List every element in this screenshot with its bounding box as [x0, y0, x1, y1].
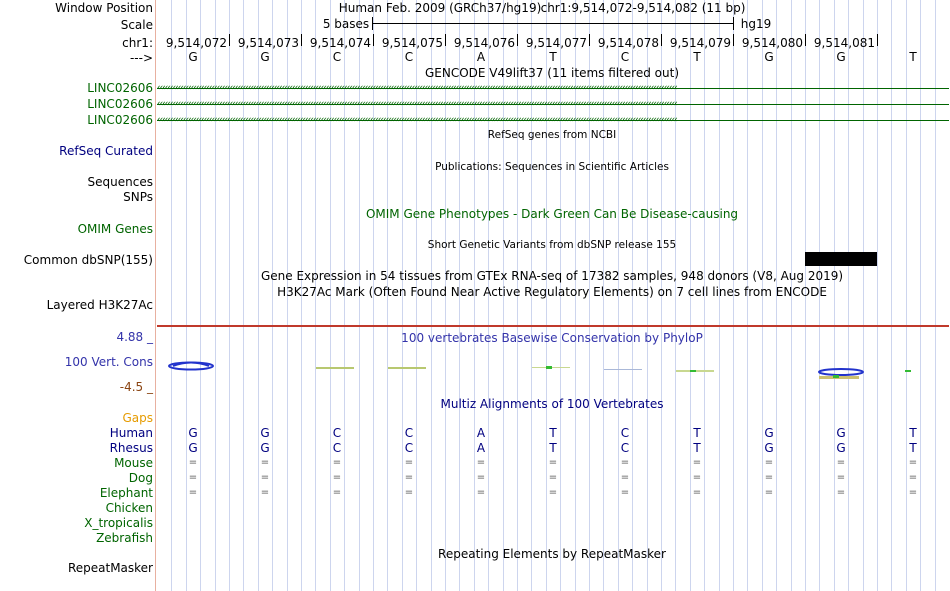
phylop-plot[interactable]: [157, 355, 949, 385]
multiz-aligned-base: T: [549, 441, 557, 455]
ruler-tick: [229, 34, 230, 46]
gtex-track-title[interactable]: Gene Expression in 54 tissues from GTEx RNA-seq of 17382 samples, 948 donors (V8, Aug 2019): [260, 269, 844, 283]
phylop-bar-6b: [546, 366, 552, 369]
assembly-text: Human Feb. 2009 (GRCh37/hg19): [338, 1, 542, 15]
position-text: chr1:9,514,072-9,514,082 (11 bp): [540, 1, 746, 15]
sequence-base: T: [909, 50, 917, 64]
phylop-bar-3: [316, 367, 354, 369]
multiz-aligned-base: =: [548, 457, 558, 468]
sequence-base: G: [836, 50, 846, 64]
multiz-aligned-base: =: [476, 457, 486, 468]
phylop-bar-4: [388, 367, 426, 369]
repeatmasker-track-label[interactable]: RepeatMasker: [67, 561, 153, 575]
multiz-aligned-base: T: [693, 441, 701, 455]
phylop-bar-8b: [690, 370, 696, 372]
multiz-species-label[interactable]: Dog: [128, 471, 153, 485]
gencode-transcript-2[interactable]: ‹‹‹‹‹‹‹‹‹‹‹‹‹‹‹‹‹‹‹‹‹‹‹‹‹‹‹‹‹‹‹‹‹‹‹‹‹‹‹‹‹‹‹‹‹‹‹‹‹‹‹‹‹‹‹‹‹‹‹‹‹‹‹‹‹‹‹‹‹‹‹‹‹‹‹‹‹‹‹‹‹‹‹‹‹‹‹‹‹‹‹‹‹‹‹‹‹‹‹‹‹‹‹‹‹‹‹‹‹‹‹‹‹‹‹‹‹‹‹‹‹‹‹‹‹‹‹‹‹‹‹‹‹‹‹‹‹‹‹‹‹‹‹‹‹‹‹‹‹‹‹‹‹‹‹‹‹‹‹‹‹‹‹‹‹‹‹‹‹‹‹‹‹‹‹‹‹‹‹‹‹‹‹‹‹‹‹‹‹‹‹‹‹‹‹‹‹‹‹‹: [157, 98, 949, 110]
multiz-aligned-base: =: [908, 472, 918, 483]
multiz-aligned-base: =: [764, 487, 774, 498]
multiz-aligned-base: =: [476, 472, 486, 483]
refseq-track-label[interactable]: RefSeq Curated: [59, 144, 153, 158]
multiz-aligned-base: C: [404, 426, 414, 440]
gencode-item-label-3[interactable]: LINC02606: [87, 113, 153, 127]
multiz-species-label[interactable]: Rhesus: [109, 441, 153, 455]
multiz-aligned-base: =: [836, 457, 846, 468]
phylop-max-label: 4.88 _: [116, 330, 153, 344]
sequence-base: C: [332, 50, 342, 64]
multiz-aligned-base: =: [332, 487, 342, 498]
multiz-aligned-base: =: [260, 487, 270, 498]
ruler-coordinate: 9,514,072: [165, 36, 227, 50]
multiz-species-label[interactable]: Mouse: [114, 456, 153, 470]
ruler-coordinate: 9,514,078: [597, 36, 659, 50]
multiz-aligned-base: G: [188, 441, 198, 455]
multiz-aligned-base: =: [692, 487, 702, 498]
multiz-aligned-base: =: [620, 457, 630, 468]
multiz-aligned-base: =: [692, 457, 702, 468]
multiz-aligned-base: =: [908, 487, 918, 498]
phylop-track-title[interactable]: 100 vertebrates Basewise Conservation by PhyloP: [401, 331, 703, 345]
sequence-base: C: [404, 50, 414, 64]
ruler-tick: [877, 34, 878, 46]
multiz-aligned-base: =: [620, 487, 630, 498]
scale-label: Scale: [120, 18, 153, 32]
phylop-bar-10b: [833, 375, 839, 378]
multiz-aligned-base: =: [908, 457, 918, 468]
multiz-species-label[interactable]: Elephant: [99, 486, 153, 500]
ruler-coordinate: 9,514,075: [381, 36, 443, 50]
ruler-tick: [733, 34, 734, 46]
ruler-tick: [301, 34, 302, 46]
phylop-peak-10: [819, 369, 863, 375]
multiz-aligned-base: =: [476, 487, 486, 498]
multiz-aligned-base: =: [188, 472, 198, 483]
multiz-aligned-base: T: [693, 426, 701, 440]
multiz-aligned-base: T: [909, 441, 917, 455]
multiz-aligned-base: C: [404, 441, 414, 455]
multiz-aligned-base: =: [548, 472, 558, 483]
multiz-aligned-base: =: [548, 487, 558, 498]
sequence-base: T: [549, 50, 557, 64]
multiz-aligned-base: C: [620, 426, 630, 440]
scale-bar-left-tick: [372, 17, 373, 30]
multiz-aligned-base: =: [836, 487, 846, 498]
multiz-aligned-base: =: [188, 457, 198, 468]
sequence-base: G: [764, 50, 774, 64]
multiz-aligned-base: G: [260, 426, 270, 440]
gencode-transcript-3[interactable]: ‹‹‹‹‹‹‹‹‹‹‹‹‹‹‹‹‹‹‹‹‹‹‹‹‹‹‹‹‹‹‹‹‹‹‹‹‹‹‹‹‹‹‹‹‹‹‹‹‹‹‹‹‹‹‹‹‹‹‹‹‹‹‹‹‹‹‹‹‹‹‹‹‹‹‹‹‹‹‹‹‹‹‹‹‹‹‹‹‹‹‹‹‹‹‹‹‹‹‹‹‹‹‹‹‹‹‹‹‹‹‹‹‹‹‹‹‹‹‹‹‹‹‹‹‹‹‹‹‹‹‹‹‹‹‹‹‹‹‹‹‹‹‹‹‹‹‹‹‹‹‹‹‹‹‹‹‹‹‹‹‹‹‹‹‹‹‹‹‹‹‹‹‹‹‹‹‹‹‹‹‹‹‹‹‹‹‹‹‹‹‹‹‹‹‹‹‹‹‹‹: [157, 114, 949, 126]
h3k27ac-baseline: [157, 325, 949, 327]
multiz-aligned-base: =: [404, 472, 414, 483]
strand-arrow-label: --->: [129, 51, 153, 65]
multiz-aligned-base: A: [476, 426, 486, 440]
ruler-tick: [373, 34, 374, 46]
ruler-coordinate: 9,514,077: [525, 36, 587, 50]
multiz-aligned-base: =: [332, 472, 342, 483]
scale-db-text: hg19: [740, 17, 772, 31]
multiz-aligned-base: =: [260, 457, 270, 468]
sequence-base: T: [693, 50, 701, 64]
multiz-aligned-base: G: [836, 441, 846, 455]
gencode-item-label-2[interactable]: LINC02606: [87, 97, 153, 111]
multiz-aligned-base: =: [404, 457, 414, 468]
sequence-base: C: [620, 50, 630, 64]
omim-track-title[interactable]: OMIM Gene Phenotypes - Dark Green Can Be Disease-causing: [365, 207, 739, 221]
ruler-tick: [805, 34, 806, 46]
phylop-min-label: -4.5 _: [119, 380, 153, 394]
multiz-aligned-base: =: [332, 457, 342, 468]
h3k27ac-track-label[interactable]: Layered H3K27Ac: [46, 298, 153, 312]
ruler-coordinate: 9,514,079: [669, 36, 731, 50]
multiz-species-label[interactable]: Human: [109, 426, 153, 440]
phylop-track-label[interactable]: 100 Vert. Cons: [64, 355, 153, 369]
multiz-aligned-base: C: [332, 441, 342, 455]
multiz-aligned-base: =: [620, 472, 630, 483]
h3k27ac-track-title[interactable]: H3K27Ac Mark (Often Found Near Active Regulatory Elements) on 7 cell lines from ENCODE: [277, 285, 827, 299]
multiz-aligned-base: G: [764, 441, 774, 455]
multiz-aligned-base: T: [549, 426, 557, 440]
multiz-species-label[interactable]: X_tropicalis: [84, 516, 153, 530]
ruler-tick: [445, 34, 446, 46]
dbsnp-variant-block[interactable]: [805, 252, 877, 266]
multiz-aligned-base: =: [764, 472, 774, 483]
phylop-bar-11: [905, 370, 911, 372]
multiz-aligned-base: C: [332, 426, 342, 440]
dbsnp-track-title[interactable]: Short Genetic Variants from dbSNP release 155: [427, 239, 677, 251]
scale-bar-right-tick: [733, 17, 734, 30]
multiz-aligned-base: G: [764, 426, 774, 440]
ruler-tick: [589, 34, 590, 46]
ruler-coordinate: 9,514,080: [741, 36, 803, 50]
gencode-track-title[interactable]: GENCODE V49lift37 (11 items filtered out): [424, 66, 680, 80]
ruler-tick: [661, 34, 662, 46]
phylop-bar-7: [604, 369, 642, 370]
multiz-aligned-base: =: [836, 472, 846, 483]
multiz-gaps-label[interactable]: Gaps: [122, 411, 153, 425]
multiz-aligned-base: =: [260, 472, 270, 483]
multiz-aligned-base: T: [909, 426, 917, 440]
ruler-coordinate: 9,514,081: [813, 36, 875, 50]
publications-sequences-label[interactable]: Sequences: [87, 175, 153, 189]
ruler-coordinate: 9,514,076: [453, 36, 515, 50]
multiz-species-label[interactable]: Chicken: [105, 501, 153, 515]
ruler-coordinate: 9,514,074: [309, 36, 371, 50]
sequence-base: A: [476, 50, 486, 64]
dbsnp-track-label[interactable]: Common dbSNP(155): [23, 253, 153, 267]
window-position-label: Window Position: [55, 1, 153, 15]
multiz-aligned-base: G: [260, 441, 270, 455]
gencode-item-label-1[interactable]: LINC02606: [87, 81, 153, 95]
chrom-label: chr1:: [122, 36, 153, 50]
ruler-tick: [517, 34, 518, 46]
multiz-species-label[interactable]: Zebrafish: [96, 531, 153, 545]
gencode-transcript-1[interactable]: ‹‹‹‹‹‹‹‹‹‹‹‹‹‹‹‹‹‹‹‹‹‹‹‹‹‹‹‹‹‹‹‹‹‹‹‹‹‹‹‹‹‹‹‹‹‹‹‹‹‹‹‹‹‹‹‹‹‹‹‹‹‹‹‹‹‹‹‹‹‹‹‹‹‹‹‹‹‹‹‹‹‹‹‹‹‹‹‹‹‹‹‹‹‹‹‹‹‹‹‹‹‹‹‹‹‹‹‹‹‹‹‹‹‹‹‹‹‹‹‹‹‹‹‹‹‹‹‹‹‹‹‹‹‹‹‹‹‹‹‹‹‹‹‹‹‹‹‹‹‹‹‹‹‹‹‹‹‹‹‹‹‹‹‹‹‹‹‹‹‹‹‹‹‹‹‹‹‹‹‹‹‹‹‹‹‹‹‹‹‹‹‹‹‹‹‹‹‹‹‹: [157, 82, 949, 94]
publications-track-title[interactable]: Publications: Sequences in Scientific Articles: [435, 161, 669, 173]
sequence-base: G: [188, 50, 198, 64]
label-column-border: [155, 0, 156, 591]
repeatmasker-track-title[interactable]: Repeating Elements by RepeatMasker: [438, 547, 666, 561]
scale-bar: [372, 23, 734, 24]
multiz-aligned-base: =: [764, 457, 774, 468]
ruler-coordinate: 9,514,073: [237, 36, 299, 50]
publications-snps-label[interactable]: SNPs: [123, 190, 153, 204]
omim-track-label[interactable]: OMIM Genes: [77, 222, 153, 236]
multiz-aligned-base: C: [620, 441, 630, 455]
refseq-track-title[interactable]: RefSeq genes from NCBI: [487, 129, 617, 141]
scale-bases-text: 5 bases: [322, 17, 370, 31]
multiz-aligned-base: =: [188, 487, 198, 498]
multiz-aligned-base: =: [404, 487, 414, 498]
multiz-aligned-base: A: [476, 441, 486, 455]
multiz-track-title[interactable]: Multiz Alignments of 100 Vertebrates: [440, 397, 664, 411]
multiz-aligned-base: G: [188, 426, 198, 440]
multiz-aligned-base: =: [692, 472, 702, 483]
sequence-base: G: [260, 50, 270, 64]
multiz-aligned-base: G: [836, 426, 846, 440]
